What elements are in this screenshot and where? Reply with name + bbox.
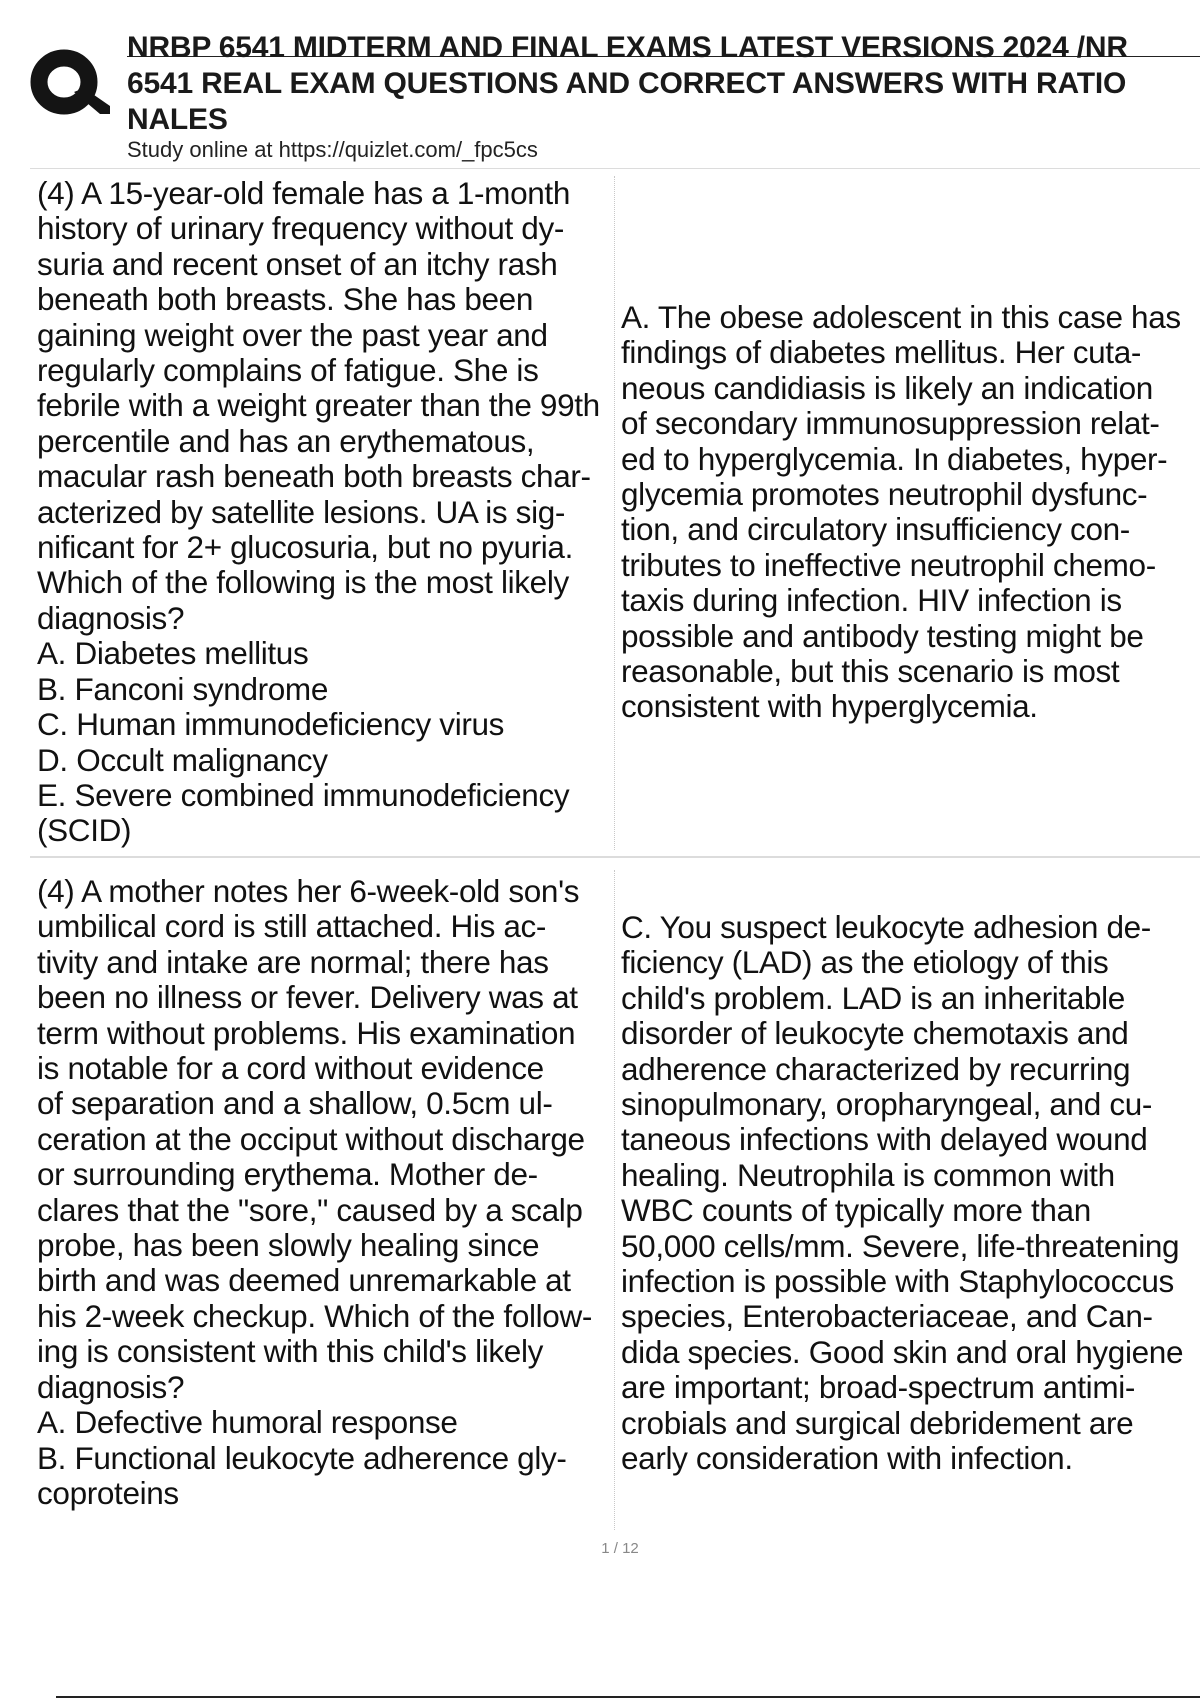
- study-online-link[interactable]: Study online at https://quizlet.com/_fpc5cs: [127, 137, 538, 162]
- card-definition: C. You suspect leukocyte adhesion de- ficiency (LAD) as the etiology of this child's problem. LAD is an inheritable disorder of leukocyte chemotaxis and adherence characterized by recurring sinopulmonary, oropharyngeal, and cu- taneous infections with delayed wound healing. Neutrophila is common with WBC counts of typically more than 50,000 cells/mm. Severe, life-threatening infection is possible with Staphylococcus species, Enterobacteriaceae, and Can- dida species. Good skin and oral hygiene are important; broad-spectrum antimi- crobials and surgical debridement are early consideration with infection.: [621, 909, 1184, 1477]
- card-definition: A. The obese adolescent in this case has findings of diabetes mellitus. Her cuta- neous candidiasis is likely an indication of secondary immunosuppression relat- ed to hyperglycemia. In diabetes, hyper- glycemia promotes neutrophil dysfunc- tion, and circulatory insufficiency con- tributes to ineffective neutrophil chemo- taxis during infection. HIV infection is possible and antibody testing might be reasonable, but this scenario is most consistent with hyperglycemia.: [621, 299, 1181, 725]
- column-divider: [614, 176, 615, 850]
- document-title: NRBP 6541 MIDTERM AND FINAL EXAMS LATEST VERSIONS 2024 /NR 6541 REAL EXAM QUESTIONS AND CORRECT ANSWERS WITH RATIO NALES: [127, 31, 1128, 136]
- header-divider: [30, 168, 1200, 169]
- card-term: (4) A 15-year-old female has a 1-month history of urinary frequency without dy- suria and recent onset of an itchy rash beneath both breasts. She has been gaining weight over the past year and regularly complains of fatigue. She is febrile with a weight greater than the 99th percentile and has an erythematous, macular rash beneath both breasts char- acterized by satellite lesions. UA is sig- nificant for 2+ glucosuria, but no pyuria. Which of the following is the most likely diagnosis? A. Diabetes mellitus B. Fanconi syndrome C. Human immunodeficiency virus D. Occult malignancy E. Severe combined immunodeficiency (SCID): [37, 175, 600, 849]
- quizlet-q-logo-icon: [30, 48, 110, 118]
- column-divider: [614, 870, 615, 1530]
- flashcard: [30, 870, 1200, 1530]
- flashcard: [30, 172, 1200, 858]
- footer-rule: [56, 1696, 1200, 1698]
- page-header: [0, 0, 1200, 170]
- page-number: 1 / 12: [601, 1540, 639, 1557]
- card-term: (4) A mother notes her 6-week-old son's umbilical cord is still attached. His ac- tivity and intake are normal; there has been no illness or fever. Delivery was at term without problems. His examination is notable for a cord without evidence of separation and a shallow, 0.5cm ul- ceration at the occiput without discharge or surrounding erythema. Mother de- clares that the "sore," caused by a scalp probe, has been slowly healing since birth and was deemed unremarkable at his 2-week checkup. Which of the follow- ing is consistent with this child's likely diagnosis? A. Defective humoral response B. Functional leukocyte adherence gly- coproteins: [37, 873, 592, 1511]
